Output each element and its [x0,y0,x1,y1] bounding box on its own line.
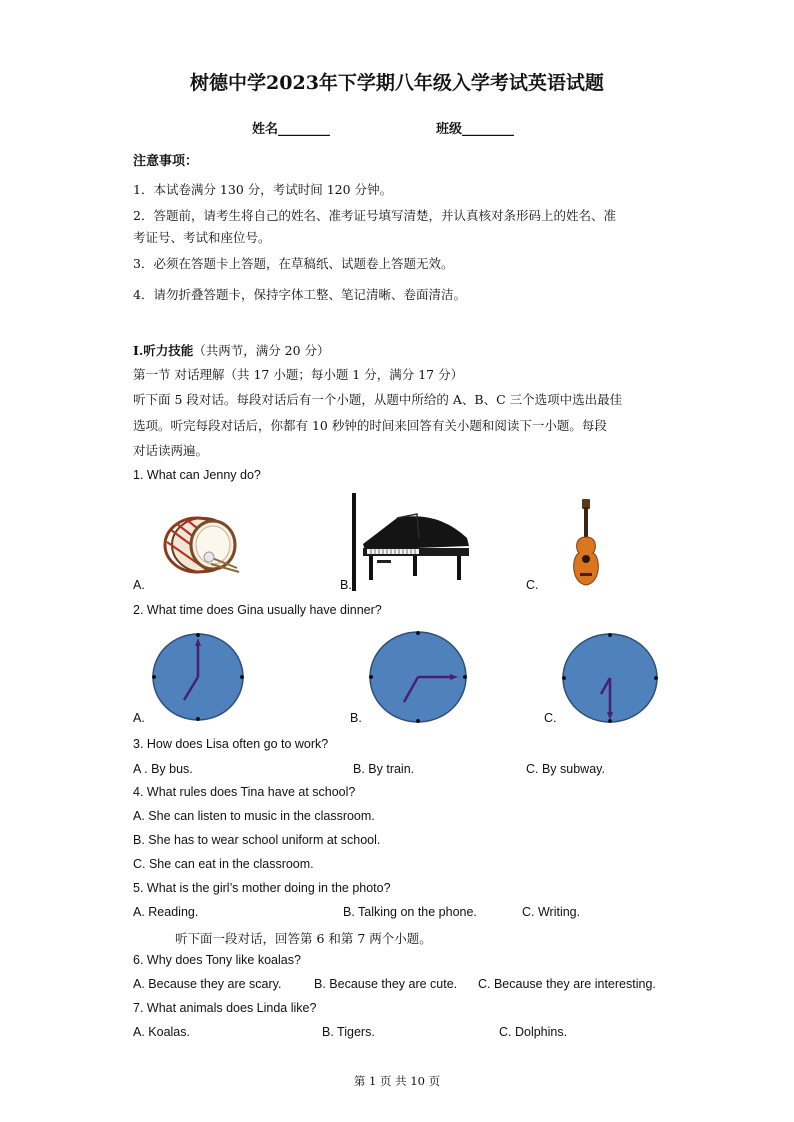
notice-item-1: 1．本试卷满分 130 分，考试时间 120 分钟。 [133,182,393,197]
q7-option-b: B. Tigers. [322,1025,375,1039]
q4-option-a: A. She can listen to music in the classroom. [133,809,375,823]
notice-item-2-cont: 考证号、考试和座位号。 [133,230,271,245]
question-6: 6. Why does Tony like koalas? [133,953,301,967]
notice-heading: 注意事项： [133,154,199,169]
instructions-line-2: 选项。听完每段对话后，你都有 10 秒钟的时间来回答有关小题和阅读下一小题。每段 [133,418,607,433]
q2-option-a: A. [133,711,145,725]
section-heading-rest: （共两节，满分 20 分） [193,343,330,358]
notice-item-2: 2．答题前，请考生将自己的姓名、准考证号填写清楚，并认真核对条形码上的姓名、准 [133,208,616,223]
q6-option-a: A. Because they are scary. [133,977,282,991]
guitar-icon [569,499,603,587]
q7-option-a: A. Koalas. [133,1025,190,1039]
page-footer: 第 1 页 共 10 页 [353,1074,441,1088]
name-field: 姓名________ [252,122,331,137]
notice-item-3: 3．必须在答题卡上答题，在草稿纸、试题卷上答题无效。 [133,256,454,271]
clock-seven-icon [151,632,245,722]
part-heading: 第一节 对话理解（共 17 小题；每小题 1 分，满分 17 分） [133,367,464,382]
instructions-line-1: 听下面 5 段对话。每段对话后有一个小题，从题中所给的 A、B、C 三个选项中选出最佳 [133,392,623,407]
q4-option-b: B. She has to wear school uniform at school. [133,833,381,847]
question-7: 7. What animals does Linda like? [133,1001,317,1015]
question-2: 2. What time does Gina usually have dinner? [133,603,382,617]
question-1: 1. What can Jenny do? [133,468,261,482]
section-heading-bold: Ⅰ.听力技能 [133,343,194,358]
question-4: 4. What rules does Tina have at school? [133,785,356,799]
clock-six-icon [561,632,659,724]
q5-option-a: A. Reading. [133,905,199,919]
instructions-line-3: 对话读两遍。 [133,443,209,458]
question-5: 5. What is the girl’s mother doing in the photo? [133,881,391,895]
q5-option-c: C. Writing. [522,905,581,919]
dialog-note: 听下面一段对话，回答第 6 和第 7 两个小题。 [175,931,432,946]
class-field: 班级________ [436,122,515,137]
q2-option-b: B. [350,711,362,725]
question-3: 3. How does Lisa often go to work? [133,737,329,751]
q3-option-c: C. By subway. [526,762,605,776]
q5-option-b: B. Talking on the phone. [343,905,477,919]
piano-icon [357,512,475,582]
q1-option-a: A. [133,578,145,592]
q6-option-b: B. Because they are cute. [314,977,458,991]
q3-option-b: B. By train. [353,762,415,776]
clock-three-icon [368,630,468,724]
q7-option-c: C. Dolphins. [499,1025,568,1039]
q4-option-c: C. She can eat in the classroom. [133,857,314,871]
q3-option-a: A . By bus. [133,762,193,776]
drum-icon [157,512,241,576]
page-title: 树德中学2023年下学期八年级入学考试英语试题 [190,72,604,94]
divider-bar [352,493,356,591]
q1-option-c: C. [526,578,539,592]
q2-option-c: C. [544,711,557,725]
notice-item-4: 4．请勿折叠答题卡，保持字体工整、笔记清晰、卷面清洁。 [133,287,466,302]
q6-option-c: C. Because they are interesting. [478,977,656,991]
section-heading [133,341,330,359]
q1-option-b: B. [340,578,352,592]
